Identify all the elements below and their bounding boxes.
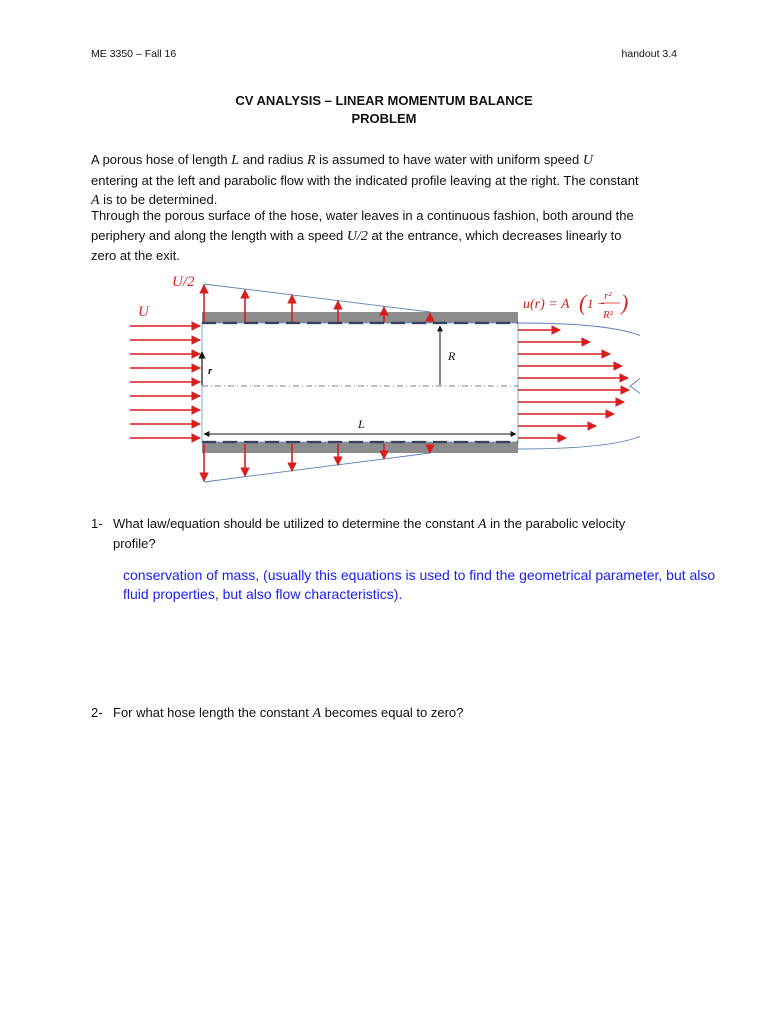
p2-text-1: Through the porous surface of the hose, water leaves in a continuous fashion, both around the [91,208,634,223]
eq-paren-close: ) [621,290,629,315]
p2-text-2: periphery and along the length with a speed [91,227,347,243]
q1-text-2: in the parabolic velocity [486,516,626,531]
q2-text-1: For what hose length the constant [113,705,313,720]
p1-text-3: is assumed to have water with uniform speed [315,152,583,167]
question-2-text [113,703,677,723]
p1-text-4: entering at the left and parabolic flow with the indicated profile leaving at the right. The constant [91,172,639,188]
eq-paren-open: ( [579,290,587,315]
eq-one: 1 − [587,296,606,311]
answer-1-line-1: conservation of mass, (usually this equations is used to find the geometrical parameter, but also [123,567,716,583]
answer-1 [123,566,763,604]
header-handout: handout 3.4 [621,48,677,60]
header-course: ME 3350 – Fall 16 [91,48,177,60]
p2-line-2 [91,226,677,247]
hose-diagram [120,268,640,494]
var-R: R [306,153,316,168]
question-1-text [113,514,677,553]
p2-text-3: at the entrance, which decreases linearly to [367,227,622,243]
question-1-number: 1- [91,516,103,531]
var-U: U [582,153,593,168]
p1-text-5: is to be determined. [99,192,218,207]
hose-wall-top [202,312,518,323]
q1-var-A: A [477,517,487,532]
question-2 [91,703,677,723]
q1-text-3: profile? [113,536,156,551]
title-line-1: CV ANALYSIS – LINEAR MOMENTUM BALANCE [235,93,533,108]
label-u-half: U/2 [172,274,195,290]
p1-text-2: and radius [239,152,307,167]
document-title [0,92,768,128]
eq-lhs: u(r) = A [523,297,570,312]
paragraph-problem-statement [91,150,677,211]
var-U-half: U/2 [346,228,368,244]
paragraph-porous-flow [91,206,677,266]
label-L: L [358,417,365,431]
hose-wall-bottom [202,442,518,453]
q1-text-1: What law/equation should be utilized to determine the constant [113,516,478,531]
title-line-2: PROBLEM [351,111,417,126]
q2-var-A: A [312,706,322,721]
label-R: R [448,349,456,363]
answer-1-line-2: fluid properties, but also flow characteristics). [123,586,403,602]
var-L: L [231,153,240,168]
label-r-small: r [208,365,213,377]
eq-denominator: R² [603,309,614,321]
inlet-arrows [130,326,200,438]
p1-text-1: A porous hose of length [91,152,232,167]
outflow-envelope-bottom [204,453,430,482]
question-1 [91,514,677,554]
p2-text-4: zero at the exit. [91,248,180,263]
q2-text-2: becomes equal to zero? [321,705,464,720]
velocity-profile-equation [523,290,628,321]
outflow-envelope-top [204,284,430,312]
label-u-inlet: U [138,304,149,320]
var-A: A [91,193,100,208]
outlet-arrows [518,330,629,438]
eq-numerator: r² [604,290,612,302]
question-2-number: 2- [91,705,103,720]
